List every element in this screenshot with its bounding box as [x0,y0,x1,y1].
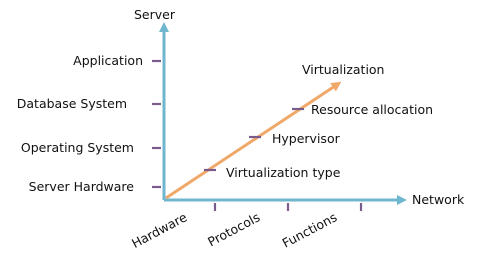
x-label-functions: Functions [279,209,340,251]
y-label-server-hardware: Server Hardware [28,179,134,194]
y-label-application: Application [73,53,143,68]
y-axis-title: Server [134,7,175,22]
diag-label-resource-allocation: Resource allocation [311,102,434,117]
diagonal-title: Virtualization [302,62,385,77]
x-label-protocols: Protocols [205,209,263,250]
x-axis-title: Network [412,192,465,207]
diag-label-virtualization-type: Virtualization type [226,165,341,180]
diag-label-hypervisor: Hypervisor [272,131,340,146]
x-label-hardware: Hardware [129,209,190,251]
y-label-database-system: Database System [16,96,127,111]
y-label-operating-system: Operating System [20,140,134,155]
